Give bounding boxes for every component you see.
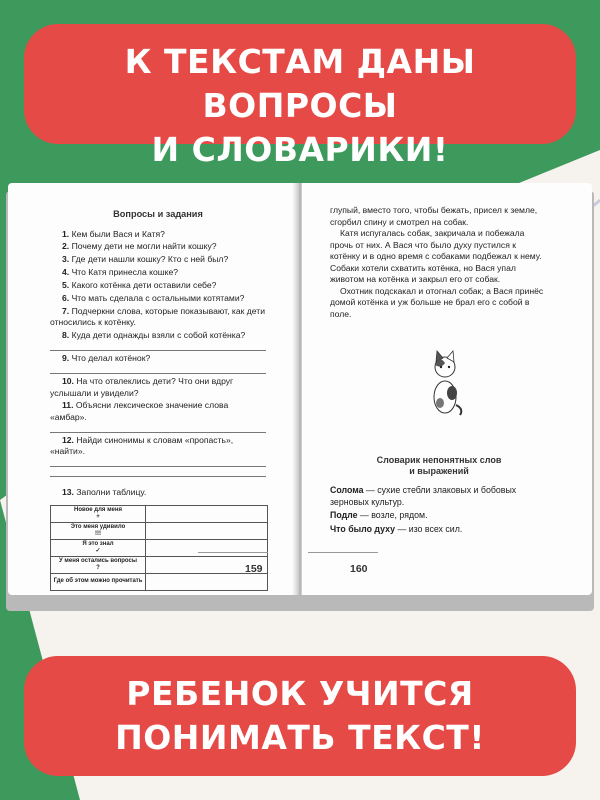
- page-number-line: [308, 552, 378, 553]
- table-row-answer-cell: [146, 522, 268, 539]
- table-row: [51, 556, 268, 573]
- question-number: 5.: [62, 280, 72, 291]
- question-number: 6.: [62, 292, 72, 303]
- question-text: Что Катя принесла кошке?: [71, 267, 179, 278]
- table-row-label: [51, 522, 146, 539]
- glossary-title-line-1: Словарик непонятных слов: [376, 455, 502, 465]
- fill-table: [50, 505, 268, 591]
- question-number: 8.: [62, 330, 72, 341]
- question-text: Заполни таблицу.: [76, 487, 147, 498]
- question-item: [50, 229, 266, 241]
- question-number: 13.: [62, 487, 77, 498]
- question-text: На что отвлеклись дети? Что они вдруг услышали и увидели?: [50, 376, 234, 398]
- question-item: [50, 293, 266, 305]
- table-row-label: [51, 573, 146, 590]
- questions-title: Вопросы и задания: [113, 209, 203, 219]
- table-row-mark: ✓: [95, 547, 101, 554]
- question-number: 10.: [62, 376, 77, 387]
- story-paragraph: Катя испугалась собак, закричала и побежала прочь от них. А Вася что было духу пустился к котёнку и в одно время с собаками подбежал к нему. Собаки хотели схватить котёнка, но Вася упал животом на котёнка и закрыл его от собак.: [330, 228, 542, 284]
- table-row-label-text: Новое для меня: [74, 507, 122, 514]
- question-text: Куда дети однажды взяли с собой котёнка?: [71, 330, 246, 341]
- page-number-left: 159: [245, 562, 263, 575]
- glossary-entry: [330, 510, 548, 522]
- top-banner-line-1: К ТЕКСТАМ ДАНЫ ВОПРОСЫ: [124, 42, 476, 125]
- right-page: [302, 183, 592, 595]
- question-item: [50, 241, 266, 253]
- glossary-term: Солома: [330, 485, 364, 495]
- table-row-answer-cell: [146, 505, 268, 522]
- bottom-banner-line-1: РЕБЕНОК УЧИТСЯ: [126, 674, 474, 713]
- answer-line: [50, 366, 266, 374]
- question-item: [50, 280, 266, 292]
- question-text: Что делал котёнок?: [71, 353, 151, 364]
- bottom-banner: [24, 656, 576, 776]
- question-text: Найди синонимы к словам «пропасть», «найти».: [50, 434, 234, 457]
- top-banner-line-2: И СЛОВАРИКИ!: [151, 130, 449, 169]
- top-banner: [24, 24, 576, 169]
- story-text: [330, 205, 548, 320]
- table-row: [51, 522, 268, 539]
- glossary-definition: — изо всех сил.: [395, 523, 463, 534]
- question-item: [50, 487, 266, 499]
- story-paragraph: глупый, вместо того, чтобы бежать, присел к земле, сгорбил спину и смотрел на собак.: [330, 205, 538, 227]
- page-number-line: [198, 552, 268, 553]
- glossary-definition: — сухие стебли злаковых и бобовых зерновых культур.: [330, 485, 517, 507]
- question-item: [50, 267, 266, 279]
- question-text: Подчеркни слова, которые показывают, как дети относились к котёнку.: [50, 305, 266, 328]
- glossary-entry: [330, 524, 548, 536]
- question-item: [50, 254, 266, 266]
- table-row: [51, 505, 268, 522]
- table-row-label: [51, 556, 146, 573]
- question-text: Какого котёнка дети оставили себе?: [71, 280, 217, 291]
- question-item: [50, 353, 266, 365]
- table-row-mark: ?: [96, 564, 100, 571]
- question-number: 7.: [62, 305, 72, 316]
- question-text: Что мать сделала с остальными котятами?: [71, 292, 245, 303]
- answer-line: [50, 459, 266, 467]
- question-number: 9.: [62, 353, 72, 364]
- questions-list: [50, 229, 266, 499]
- question-item: [50, 306, 266, 329]
- cat-illustration: [426, 347, 464, 417]
- left-page: [8, 183, 298, 595]
- question-number: 2.: [62, 241, 72, 252]
- answer-line: [50, 425, 266, 433]
- table-row-label-text: Где об этом можно прочитать: [53, 578, 143, 585]
- table-row-label: [51, 505, 146, 522]
- table-row: [51, 539, 268, 556]
- question-text: Кем были Вася и Катя?: [71, 228, 165, 239]
- question-item: [50, 435, 266, 458]
- glossary-entry: [330, 485, 548, 508]
- table-row-mark: +: [96, 513, 100, 520]
- table-row-answer-cell: [146, 539, 268, 556]
- glossary-term: Подле: [330, 510, 358, 520]
- question-number: 11.: [62, 400, 76, 411]
- glossary-title-line-2: и выражений: [409, 466, 469, 476]
- table-row-label-text: Это меня удивило: [70, 524, 126, 531]
- answer-line: [50, 469, 266, 477]
- table-row-mark: !!!: [95, 530, 101, 537]
- question-number: 1.: [62, 228, 72, 239]
- table-row-answer-cell: [146, 573, 268, 590]
- answer-line: [50, 343, 266, 351]
- question-text: Почему дети не могли найти кошку?: [71, 241, 217, 252]
- glossary-definition: — возле, рядом.: [357, 510, 428, 520]
- glossary-term: Что было духу: [330, 523, 396, 534]
- page-number-right: 160: [350, 562, 368, 575]
- question-number: 3.: [62, 254, 72, 265]
- question-text: Где дети нашли кошку? Кто с ней был?: [71, 254, 229, 265]
- table-row-label-text: Я это знал: [82, 541, 114, 548]
- table-row-label: [51, 539, 146, 556]
- table-row: [51, 573, 268, 590]
- question-item: [50, 330, 266, 342]
- table-row-label-text: У меня остались вопросы: [59, 558, 137, 565]
- story-paragraph: Охотник подскакал и отогнал собак; а Вася принёс домой котёнка и уж больше не брал его с собой в поле.: [330, 285, 544, 319]
- bottom-banner-line-2: ПОНИМАТЬ ТЕКСТ!: [115, 718, 485, 757]
- question-number: 4.: [62, 267, 72, 278]
- open-book: [8, 183, 592, 613]
- question-item: [50, 376, 266, 399]
- glossary-title: [330, 455, 548, 477]
- glossary-list: [330, 485, 548, 535]
- question-number: 12.: [62, 434, 77, 445]
- question-text: Объясни лексическое значение слова «амбар».: [50, 400, 229, 422]
- question-item: [50, 400, 266, 423]
